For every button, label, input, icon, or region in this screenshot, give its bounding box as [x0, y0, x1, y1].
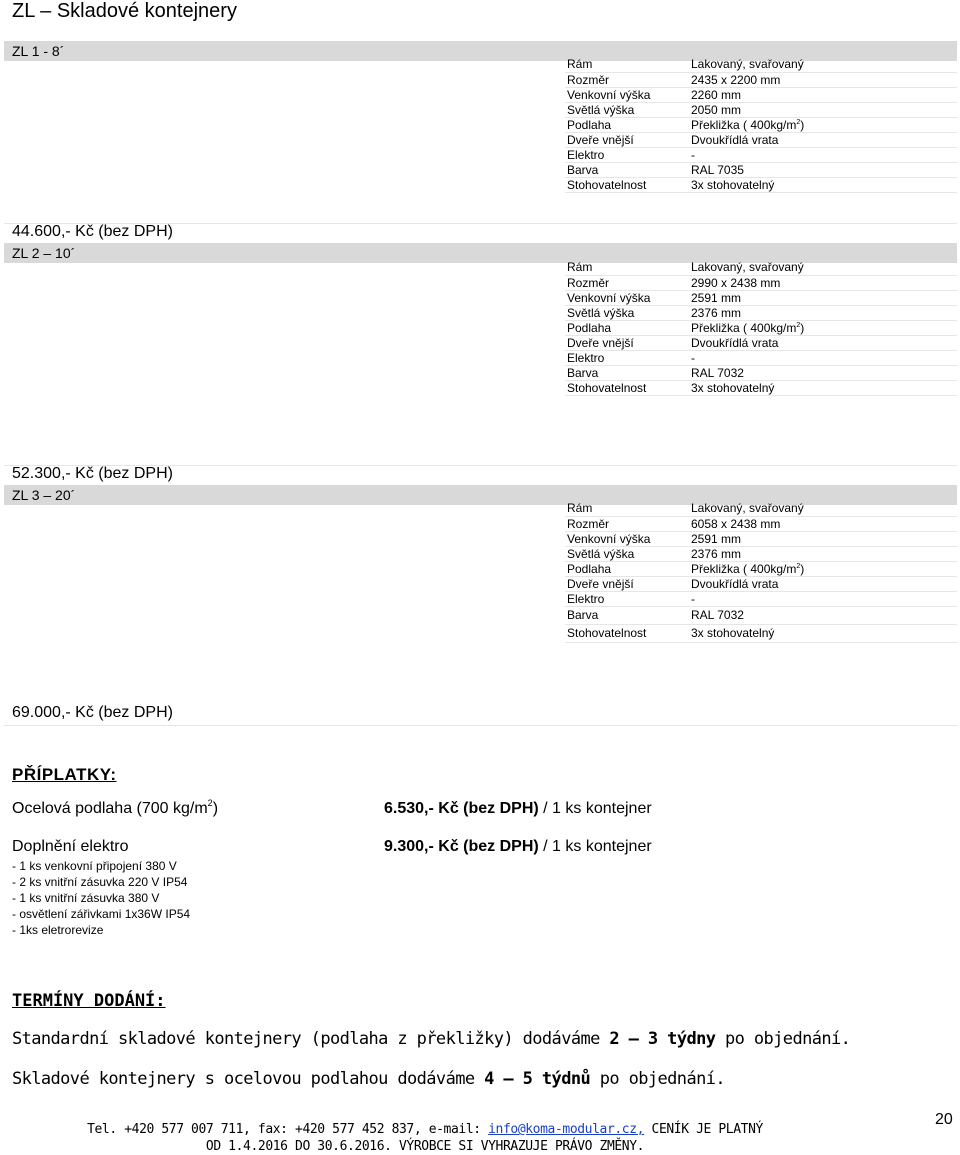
delivery-line-standard — [12, 1029, 850, 1049]
spec-value-after: ) — [800, 561, 805, 576]
spec-row — [565, 516, 957, 531]
spec-row — [565, 320, 957, 335]
steel-floor-label-text: Ocelová podlaha (700 kg/m — [12, 800, 208, 817]
spec-value-text: Lakovaný, svařovaný — [691, 57, 804, 72]
spec-value — [689, 305, 957, 320]
footer — [0, 1121, 850, 1155]
steel-floor-price — [384, 800, 652, 818]
steel-floor-label-after: ) — [212, 800, 219, 817]
spec-value — [689, 365, 957, 380]
spec-value-text: Překližka ( 400kg/m — [691, 320, 797, 335]
spec-value-sup: 2 — [796, 562, 801, 570]
spec-value — [689, 132, 957, 147]
spec-value-text: Lakovaný, svařovaný — [691, 501, 804, 516]
spec-row — [565, 117, 957, 132]
elektro-label: Doplnění elektro — [12, 838, 129, 855]
spec-key: Světlá výška — [565, 102, 689, 117]
spec-key: Dveře vnější — [565, 132, 689, 147]
spec-key: Dveře vnější — [565, 576, 689, 591]
spec-value-text: 2591 mm — [691, 290, 742, 305]
spec-value-text: Lakovaný, svařovaný — [691, 260, 804, 275]
product-price: 44.600,- Kč (bez DPH) — [12, 223, 173, 240]
spec-value — [689, 320, 957, 335]
spec-key: Elektro — [565, 147, 689, 162]
spec-key: Barva — [565, 162, 689, 177]
spec-value-after: ) — [800, 320, 805, 335]
spec-table — [565, 57, 957, 193]
spec-value — [689, 606, 957, 624]
delivery-term: 4 – 5 týdnů — [484, 1069, 591, 1089]
spec-row — [565, 102, 957, 117]
spec-key: Rozměr — [565, 72, 689, 87]
spec-row — [565, 531, 957, 546]
product-header: ZL 3 – 20´ — [4, 485, 957, 505]
spec-row — [565, 290, 957, 305]
spec-key: Elektro — [565, 591, 689, 606]
spec-key: Rám — [565, 260, 689, 275]
spec-value — [689, 335, 957, 350]
spec-row — [565, 365, 957, 380]
steel-floor-price-unit: / 1 ks kontejner — [538, 800, 652, 817]
page-title: ZL – Skladové kontejnery — [12, 0, 237, 22]
spec-value-text: Překližka ( 400kg/m — [691, 561, 797, 576]
delivery-line-steel — [12, 1069, 725, 1089]
spec-value — [689, 624, 957, 642]
spec-row — [565, 380, 957, 395]
spec-key: Stohovatelnost — [565, 380, 689, 395]
spec-row — [565, 87, 957, 102]
spec-row — [565, 275, 957, 290]
spec-value-text: 6058 x 2438 mm — [691, 516, 781, 531]
spec-key: Stohovatelnost — [565, 624, 689, 642]
spec-row — [565, 177, 957, 192]
spec-value — [689, 380, 957, 395]
delivery-text: po objednání. — [715, 1029, 851, 1049]
spec-value — [689, 177, 957, 192]
delivery-heading: TERMÍNY DODÁNÍ: — [12, 991, 166, 1011]
spec-row — [565, 260, 957, 275]
footer-contact: Tel. +420 577 007 711, fax: +420 577 452 837, e-mail: — [87, 1122, 489, 1137]
spec-value-text: 2376 mm — [691, 546, 742, 561]
footer-validity-line: OD 1.4.2016 DO 30.6.2016. VÝROBCE SI VYHRAZUJE PRÁVO ZMĚNY. — [205, 1139, 645, 1154]
spec-value — [689, 290, 957, 305]
spec-key: Stohovatelnost — [565, 177, 689, 192]
spec-row — [565, 305, 957, 320]
spec-value-text: RAL 7032 — [691, 608, 744, 622]
steel-floor-label-sup: 2 — [207, 798, 213, 808]
elektro-price — [384, 838, 652, 856]
spec-key: Barva — [565, 365, 689, 380]
spec-key: Rám — [565, 57, 689, 72]
spec-key: Podlaha — [565, 561, 689, 576]
spec-key: Rám — [565, 501, 689, 516]
spec-row — [565, 546, 957, 561]
spec-value-text: 2435 x 2200 mm — [691, 72, 781, 87]
spec-table — [565, 260, 957, 396]
spec-value — [689, 117, 957, 132]
spec-key: Světlá výška — [565, 546, 689, 561]
spec-key: Podlaha — [565, 117, 689, 132]
spec-value-after: ) — [800, 117, 805, 132]
spec-value-text: 2260 mm — [691, 87, 742, 102]
spec-value-sup: 2 — [796, 321, 801, 329]
spec-value — [689, 87, 957, 102]
spec-value-text: RAL 7032 — [691, 365, 744, 380]
spec-value — [689, 57, 957, 72]
email-link[interactable]: info@koma-modular.cz, — [488, 1122, 645, 1137]
spec-value — [689, 546, 957, 561]
spec-value — [689, 72, 957, 87]
spec-key: Venkovní výška — [565, 531, 689, 546]
list-item: - 1ks eletrorevize — [12, 923, 104, 937]
spec-value-text: - — [691, 591, 695, 606]
spec-key: Elektro — [565, 350, 689, 365]
spec-value — [689, 576, 957, 591]
spec-value — [689, 350, 957, 365]
spec-table — [565, 501, 957, 643]
list-item: - 2 ks vnitřní zásuvka 220 V IP54 — [12, 875, 188, 889]
spec-row — [565, 591, 957, 606]
spec-key: Barva — [565, 606, 689, 624]
spec-value-text: - — [691, 147, 695, 162]
spec-value-text: Dvoukřídlá vrata — [691, 335, 779, 350]
delivery-text: Standardní skladové kontejnery (podlaha z překližky) dodáváme — [12, 1029, 610, 1049]
spec-key: Rozměr — [565, 516, 689, 531]
spec-row — [565, 561, 957, 576]
steel-floor-price-amount: 6.530,- Kč (bez DPH) — [384, 800, 539, 817]
spec-value — [689, 102, 957, 117]
spec-value-text: 2050 mm — [691, 102, 742, 117]
price-rule — [4, 725, 957, 726]
spec-key: Světlá výška — [565, 305, 689, 320]
delivery-text: po objednání. — [590, 1069, 725, 1089]
spec-row — [565, 162, 957, 177]
page-number: 20 — [935, 1111, 953, 1128]
spec-row — [565, 335, 957, 350]
spec-row — [565, 132, 957, 147]
spec-row — [565, 576, 957, 591]
spec-value-text: 3x stohovatelný — [691, 626, 775, 640]
spec-value-text: RAL 7035 — [691, 162, 744, 177]
spec-value — [689, 531, 957, 546]
spec-row — [565, 350, 957, 365]
spec-key: Podlaha — [565, 320, 689, 335]
product-price: 69.000,- Kč (bez DPH) — [12, 704, 173, 721]
spec-row — [565, 501, 957, 516]
product-header: ZL 2 – 10´ — [4, 243, 957, 263]
spec-value-text: Překližka ( 400kg/m — [691, 117, 797, 132]
elektro-price-unit: / 1 ks kontejner — [538, 838, 652, 855]
footer-contact-line — [0, 1121, 850, 1138]
spec-value — [689, 561, 957, 576]
spec-key: Rozměr — [565, 275, 689, 290]
spec-value — [689, 260, 957, 275]
footer-validity: CENÍK JE PLATNÝ — [644, 1122, 763, 1137]
spec-row — [565, 72, 957, 87]
spec-key: Venkovní výška — [565, 290, 689, 305]
spec-value-text: 3x stohovatelný — [691, 380, 775, 395]
spec-value-sup: 2 — [796, 118, 801, 126]
spec-value — [689, 275, 957, 290]
product-price: 52.300,- Kč (bez DPH) — [12, 465, 173, 482]
spec-value-text: 2591 mm — [691, 531, 742, 546]
spec-value-text: Dvoukřídlá vrata — [691, 576, 779, 591]
spec-value-text: 2990 x 2438 mm — [691, 275, 781, 290]
product-header: ZL 1 - 8´ — [4, 41, 957, 61]
spec-value — [689, 516, 957, 531]
spec-row — [565, 606, 957, 624]
delivery-term: 2 – 3 týdny — [609, 1029, 716, 1049]
spec-row — [565, 624, 957, 642]
spec-value — [689, 501, 957, 516]
spec-value — [689, 147, 957, 162]
elektro-price-amount: 9.300,- Kč (bez DPH) — [384, 838, 539, 855]
spec-key: Venkovní výška — [565, 87, 689, 102]
spec-value-text: 3x stohovatelný — [691, 177, 775, 192]
elektro-items-list — [12, 858, 190, 938]
list-item: - 1 ks vnitřní zásuvka 380 V — [12, 891, 160, 905]
spec-value-text: 2376 mm — [691, 305, 742, 320]
list-item: - 1 ks venkovní připojení 380 V — [12, 859, 177, 873]
steel-floor-label — [12, 800, 218, 818]
surcharges-heading: PŘÍPLATKY: — [12, 765, 117, 784]
list-item: - osvětlení zářivkami 1x36W IP54 — [12, 907, 191, 921]
spec-value — [689, 162, 957, 177]
spec-value-text: Dvoukřídlá vrata — [691, 132, 779, 147]
spec-key: Dveře vnější — [565, 335, 689, 350]
spec-value-text: - — [691, 350, 695, 365]
spec-row — [565, 57, 957, 72]
spec-value — [689, 591, 957, 606]
delivery-text: Skladové kontejnery s ocelovou podlahou dodáváme — [12, 1069, 485, 1089]
spec-row — [565, 147, 957, 162]
